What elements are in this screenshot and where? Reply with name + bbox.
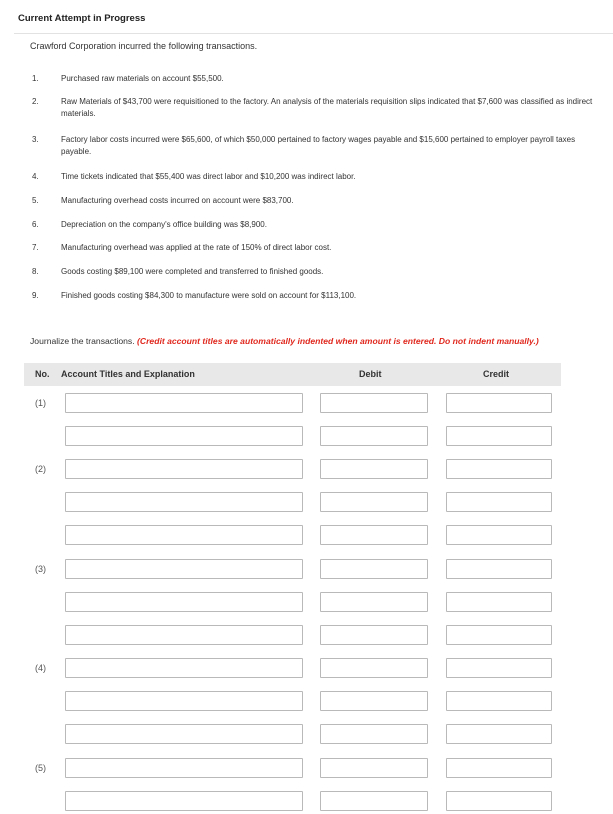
debit-input[interactable] (320, 592, 428, 612)
account-title-input[interactable] (65, 691, 303, 711)
entry-number: (2) (35, 464, 46, 474)
account-title-input[interactable] (65, 492, 303, 512)
credit-input[interactable] (446, 459, 552, 479)
debit-input[interactable] (320, 791, 428, 811)
journal-table-header (24, 363, 561, 386)
transaction-text: Factory labor costs incurred were $65,600, of which $50,000 pertained to factory wages payable and $15,600 pertained to employer payroll taxes payable. (61, 135, 576, 156)
account-title-input[interactable] (65, 724, 303, 744)
credit-input[interactable] (446, 559, 552, 579)
header-divider (14, 33, 613, 34)
credit-input[interactable] (446, 492, 552, 512)
transaction-text: Raw Materials of $43,700 were requisitioned to the factory. An analysis of the materials requisition slips indicated that $7,600 was classified as indirect materials. (61, 97, 593, 118)
transaction-text: Manufacturing overhead costs incurred on account were $83,700. (61, 196, 294, 205)
credit-input[interactable] (446, 592, 552, 612)
account-title-input[interactable] (65, 625, 303, 645)
transaction-number: 2. (32, 97, 39, 106)
instruction-text: Journalize the transactions. (30, 336, 138, 346)
journalize-instruction (30, 336, 539, 346)
account-title-input[interactable] (65, 791, 303, 811)
entry-number: (1) (35, 398, 46, 408)
transaction-number: 3. (32, 135, 39, 144)
entry-number: (5) (35, 763, 46, 773)
debit-input[interactable] (320, 691, 428, 711)
account-title-input[interactable] (65, 426, 303, 446)
debit-input[interactable] (320, 658, 428, 678)
transaction-number: 8. (32, 267, 39, 276)
account-title-input[interactable] (65, 525, 303, 545)
credit-input[interactable] (446, 625, 552, 645)
col-account-header: Account Titles and Explanation (61, 369, 195, 379)
debit-input[interactable] (320, 758, 428, 778)
account-title-input[interactable] (65, 658, 303, 678)
transaction-number: 7. (32, 243, 39, 252)
transaction-number: 6. (32, 220, 39, 229)
col-no-header: No. (35, 369, 50, 379)
credit-input[interactable] (446, 691, 552, 711)
account-title-input[interactable] (65, 393, 303, 413)
debit-input[interactable] (320, 393, 428, 413)
debit-input[interactable] (320, 625, 428, 645)
credit-input[interactable] (446, 393, 552, 413)
debit-input[interactable] (320, 492, 428, 512)
debit-input[interactable] (320, 525, 428, 545)
transaction-text: Goods costing $89,100 were completed and transferred to finished goods. (61, 267, 324, 276)
entry-number: (4) (35, 663, 46, 673)
col-credit-header: Credit (483, 369, 510, 379)
transaction-number: 9. (32, 291, 39, 300)
account-title-input[interactable] (65, 592, 303, 612)
credit-input[interactable] (446, 724, 552, 744)
attempt-status-title: Current Attempt in Progress (18, 13, 146, 24)
credit-input[interactable] (446, 658, 552, 678)
transaction-number: 1. (32, 74, 39, 83)
problem-intro: Crawford Corporation incurred the following transactions. (30, 41, 258, 51)
instruction-note: (Credit account titles are automatically indented when amount is entered. Do not indent manually.) (137, 336, 539, 346)
credit-input[interactable] (446, 791, 552, 811)
account-title-input[interactable] (65, 559, 303, 579)
debit-input[interactable] (320, 724, 428, 744)
credit-input[interactable] (446, 525, 552, 545)
transaction-number: 5. (32, 196, 39, 205)
debit-input[interactable] (320, 426, 428, 446)
account-title-input[interactable] (65, 459, 303, 479)
credit-input[interactable] (446, 426, 552, 446)
credit-input[interactable] (446, 758, 552, 778)
entry-number: (3) (35, 564, 46, 574)
transaction-number: 4. (32, 172, 39, 181)
transaction-text: Manufacturing overhead was applied at the rate of 150% of direct labor cost. (61, 243, 332, 252)
transaction-text: Purchased raw materials on account $55,500. (61, 74, 224, 83)
debit-input[interactable] (320, 559, 428, 579)
debit-input[interactable] (320, 459, 428, 479)
transaction-text: Time tickets indicated that $55,400 was direct labor and $10,200 was indirect labor. (61, 172, 356, 181)
transaction-text: Depreciation on the company's office building was $8,900. (61, 220, 267, 229)
col-debit-header: Debit (359, 369, 382, 379)
transaction-text: Finished goods costing $84,300 to manufacture were sold on account for $113,100. (61, 291, 357, 300)
account-title-input[interactable] (65, 758, 303, 778)
